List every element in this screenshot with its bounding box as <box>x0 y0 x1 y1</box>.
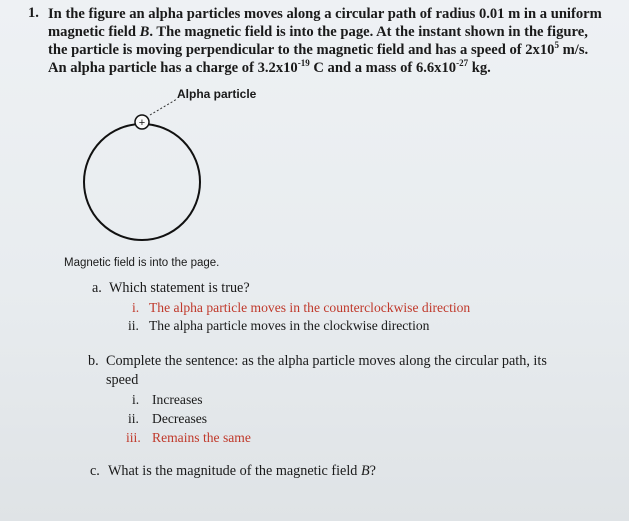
part-b-option-3: Remains the same <box>152 430 251 445</box>
part-b-option-1-num: i. <box>132 392 140 407</box>
part-c-text: What is the magnitude of the magnetic field <box>108 463 361 479</box>
part-a-option-2-num: ii. <box>128 318 139 333</box>
part-b-question-line-1: Complete the sentence: as the alpha particle moves along the circular path, its <box>106 353 547 369</box>
part-b-option-1: Increases <box>152 392 203 407</box>
part-b-question-line-2: speed <box>106 372 139 388</box>
part-a-option-1: The alpha particle moves in the counterclockwise direction <box>149 300 471 315</box>
question-line-3: the particle is moving perpendicular to the magnetic field and has a speed of $2x10^5$ m/s. <box>48 40 589 58</box>
part-b-option-3-num: iii. <box>126 430 141 445</box>
figure-caption: Magnetic field is into the page. <box>64 257 220 269</box>
question-text <box>48 5 602 77</box>
part-c-suffix: ? <box>369 463 376 479</box>
part-c-variable: B <box>360 463 370 479</box>
italic-variable: B <box>139 24 150 40</box>
label-leader-line <box>150 99 177 115</box>
superscript: -27 <box>456 58 469 69</box>
part-a-question: Which statement is true? <box>109 280 250 296</box>
circular-path <box>84 124 200 240</box>
question-line-4: An alpha particle has a charge of $3.2x10^{-19}$ C and a mass of $6.6x10^{-27}$ kg. <box>48 58 491 76</box>
part-c-question <box>108 463 376 480</box>
particle-plus-sign: + <box>138 117 146 129</box>
part-a-label: a. <box>92 280 102 296</box>
superscript: 5 <box>554 40 559 51</box>
part-a-option-1-num: i. <box>132 300 140 315</box>
question-line-2: magnetic field B. The magnetic field is into the page. At the instant shown in the figure, <box>48 24 588 40</box>
part-b-label: b. <box>88 353 99 369</box>
question-line-1: In the figure an alpha particles moves along a circular path of radius 0.01 m in a uniform <box>48 6 602 22</box>
part-b-option-2: Decreases <box>152 411 208 426</box>
superscript: -19 <box>297 58 310 69</box>
part-c-label: c. <box>90 463 100 479</box>
part-b-option-2-num: ii. <box>128 411 139 426</box>
alpha-particle-label: Alpha particle <box>177 87 257 101</box>
question-number: 1. <box>28 5 39 21</box>
part-a-option-2: The alpha particle moves in the clockwise direction <box>149 318 430 333</box>
